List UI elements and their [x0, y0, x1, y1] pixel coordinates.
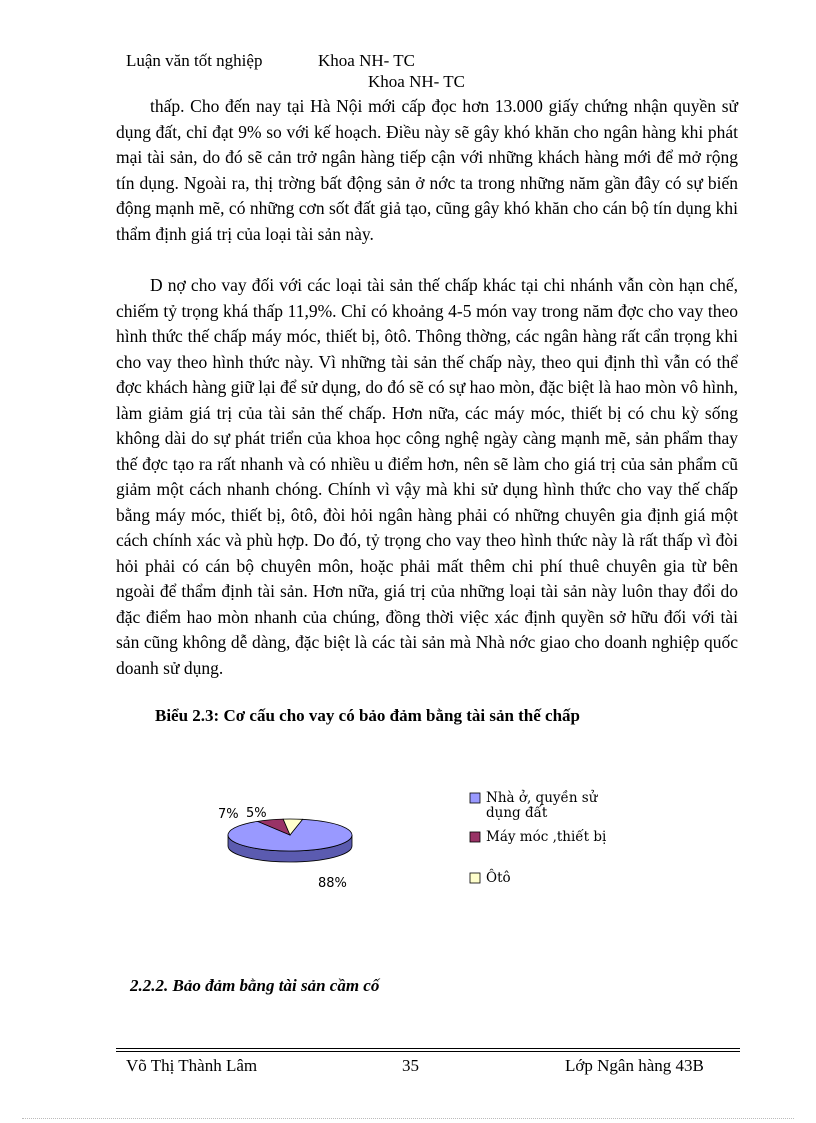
header-faculty: Khoa NH- TC: [318, 51, 415, 70]
footer-rule-bottom: [116, 1051, 740, 1052]
paragraph-2-text: D nợ cho vay đối với các loại tài sản thế chấp khác tại chi nhánh vẫn còn hạn chế, chiếm tỷ trọng khá thấp 11,9%. Chỉ có khoảng 4-5 món vay trong năm đợc cho vay theo hình thức thế chấp máy móc, thiết bị, ôtô. Thông thờng, các ngân hàng rất cẩn trọng khi cho vay theo hình thức này. Vì những tài sản thế chấp này, theo qui định thì vẫn có thể đợc khách hàng giữ lại để sử dụng, do đó sẽ có sự hao mòn, đặc biệt là hao mòn vô hình, làm giảm giá trị của tài sản thế chấp. Hơn nữa, các máy móc, thiết bị có chu kỳ sống không dài do sự phát triển của khoa học công nghệ ngày càng mạnh mẽ, sản phẩm thay thế đợc tạo ra rất nhanh và có nhiều u điểm hơn, nên sẽ làm cho giá trị của sản phẩm cũ giảm một cách nhanh chóng. Chính vì vậy mà khi sử dụng hình thức cho vay thế chấp bằng máy móc, thiết bị, ôtô, đòi hỏi ngân hàng phải có những chuyên gia định giá một cách chính xác và phù hợp. Do đó, tỷ trọng cho vay theo hình thức này là rất thấp vì đòi hỏi phải có cán bộ chuyên môn, hoặc phải mất thêm chi phí thuê chuyên gia từ bên ngoài để thẩm định tài sản. Hơn nữa, giá trị của những loại tài sản này luôn thay đổi do đặc điểm hao mòn nhanh của chúng, đồng thời việc xác định quyền sở hữu đối với tài sản cũng không dễ dàng, đặc biệt là các tài sản mà Nhà nớc giao cho doanh nghiệp quốc doanh sử dụng.: [116, 275, 738, 678]
chart-caption: Biểu 2.3: Cơ cấu cho vay có bảo đảm bằng tài sản thế chấp: [155, 706, 581, 725]
footer-rule-top: [116, 1048, 740, 1049]
pie-chart: [190, 780, 650, 910]
footer-page-number: 35: [402, 1056, 419, 1075]
body-paragraph-2: [116, 273, 738, 681]
pie-label-2: 5%: [246, 806, 267, 821]
paragraph-1-text: thấp. Cho đến nay tại Hà Nội mới cấp đọc hơn 13.000 giấy chứng nhận quyền sử dụng đất, chỉ đạt 9% so với kế hoạch. Điều này sẽ gây khó khăn cho ngân hàng khi phát mại tài sản, do đó sẽ cản trở ngân hàng tiếp cận với những khách hàng mới để mở rộng tín dụng. Ngoài ra, thị trờng bất động sản ở nớc ta trong những năm gần đây có sự biến động mạnh mẽ, có những cơn sốt đất giả tạo, cũng gây khó khăn cho cán bộ tín dụng khi thẩm định giá trị của loại tài sản này.: [116, 96, 738, 244]
legend-label-0: Nhà ở, quyền sử: [486, 790, 598, 806]
footer-class: Lớp Ngân hàng 43B: [565, 1056, 704, 1075]
legend-swatch-2: [470, 873, 480, 883]
header-thesis-label: Luận văn tốt nghiệp: [126, 51, 263, 70]
pie-label-1: 7%: [218, 807, 239, 822]
legend-label-0-line1: dụng đất: [486, 805, 548, 821]
pie-label-0: 88%: [318, 876, 347, 891]
section-heading: 2.2.2. Bảo đảm bằng tài sản cầm cố: [130, 976, 380, 995]
page-edge-dots: [22, 1118, 794, 1119]
header-faculty-repeat: Khoa NH- TC: [368, 72, 465, 91]
legend-swatch-1: [470, 832, 480, 842]
legend-label-2: Ôtô: [486, 870, 511, 886]
legend-swatch-0: [470, 793, 480, 803]
footer-author: Võ Thị Thành Lâm: [126, 1056, 258, 1075]
legend-label-1: Máy móc ,thiết bị: [486, 829, 607, 845]
body-paragraph-1: [116, 94, 738, 247]
